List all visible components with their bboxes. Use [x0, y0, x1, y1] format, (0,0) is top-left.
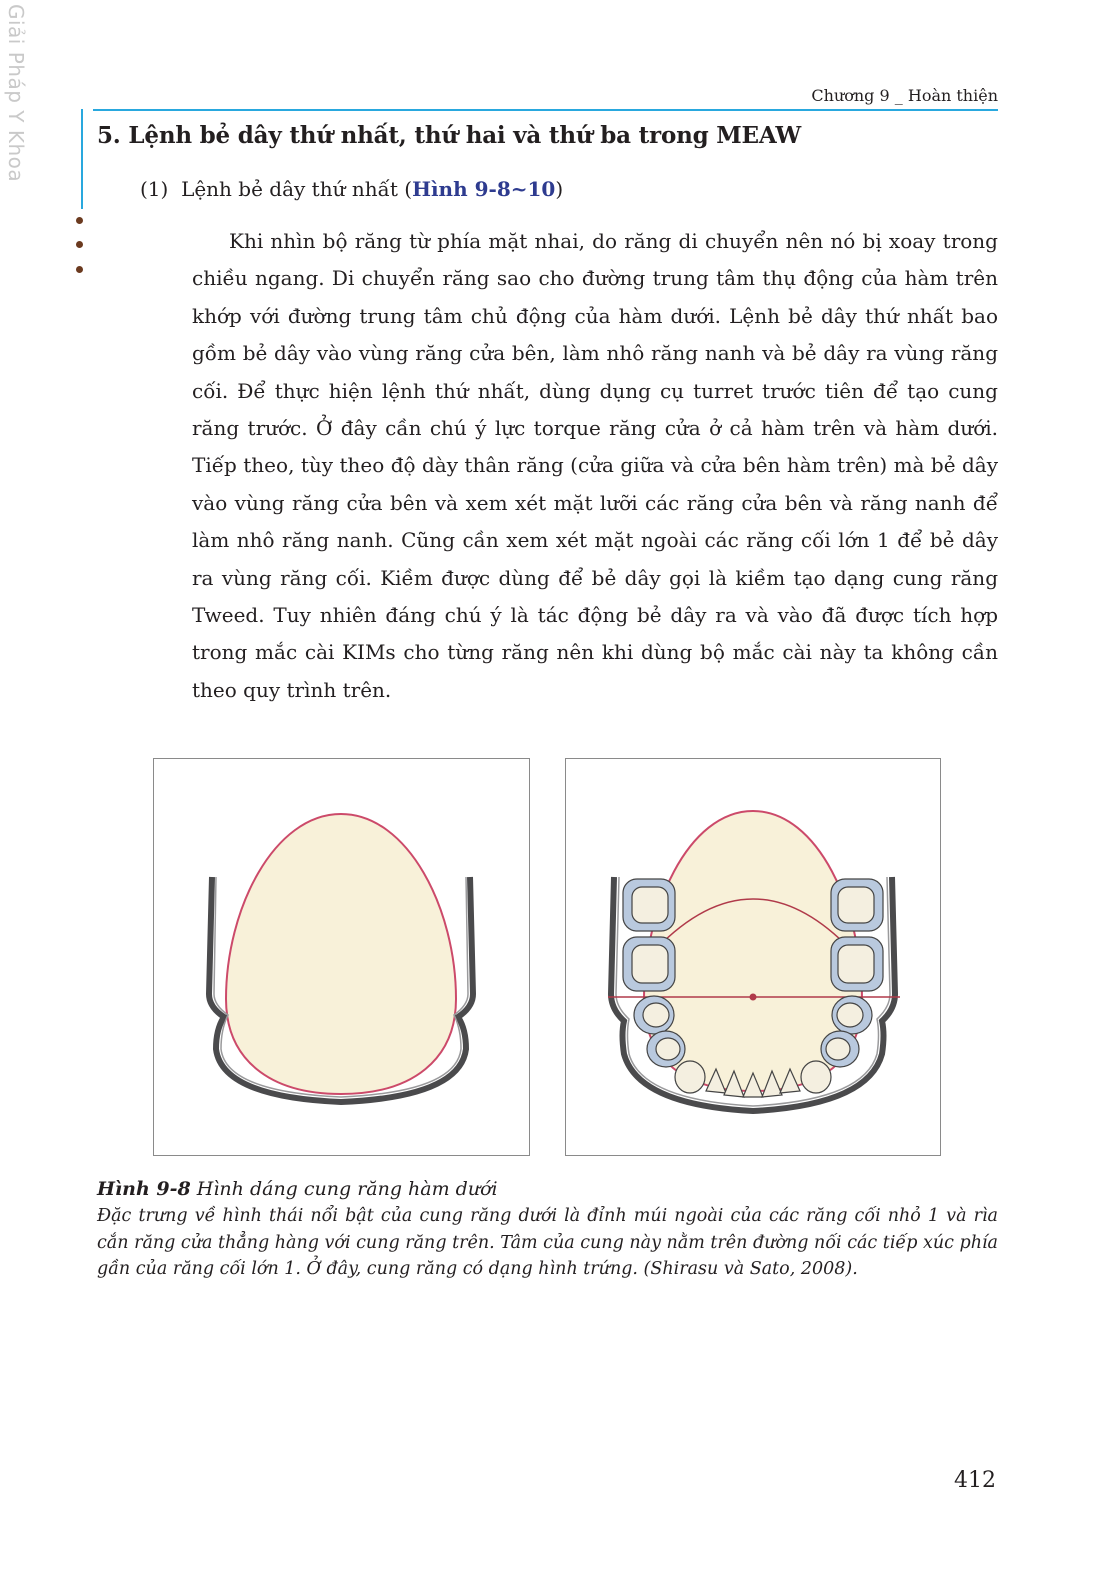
figure-reference-link[interactable]: Hình 9-8~10: [412, 177, 556, 201]
figure-lower-dental-arch: [565, 758, 941, 1156]
arch-outline-illustration: [154, 759, 529, 1155]
subsection-close: ): [555, 177, 564, 201]
section-title: 5. Lệnh bẻ dây thứ nhất, thứ hai và thứ ba trong MEAW: [97, 122, 802, 149]
subsection-heading: [140, 177, 563, 201]
figure-description: Đặc trưng về hình thái nổi bật của cung răng dưới là đỉnh múi ngoài của các răng cối nhỏ 1 và rìa cắn răng cửa thẳng hàng với cung răng trên. Tâm của cung này nằm trên đường nối các tiếp xúc phía gần của răng cối lớn 1. Ở đây, cung răng có dạng hình trứng. (Shirasu và Sato, 2008).: [97, 1206, 998, 1279]
body-paragraph: Khi nhìn bộ răng từ phía mặt nhai, do răng di chuyển nên nó bị xoay trong chiều ngang. Di chuyển răng sao cho đường trung tâm thụ động của hàm trên khớp với đường trung tâm chủ động của hàm dưới. Lệnh bẻ dây thứ nhất bao gồm bẻ dây vào vùng răng cửa bên, làm nhô răng nanh và bẻ dây ra vùng răng cối. Để thực hiện lệnh thứ nhất, dùng dụng cụ turret trước tiên để tạo cung răng trước. Ở đây cần chú ý lực torque răng cửa ở cả hàm trên và hàm dưới. Tiếp theo, tùy theo độ dày thân răng (cửa giữa và cửa bên hàm trên) mà bẻ dây vào vùng răng cửa bên và xem xét mặt lưỡi các răng cửa bên và răng nanh để làm nhô răng nanh. Cũng cần xem xét mặt ngoài các răng cối lớn 1 để bẻ dây ra vùng răng cối. Kiềm được dùng để bẻ dây gọi là kiềm tạo dạng cung răng Tweed. Tuy nhiên đáng chú ý là tác động bẻ dây ra và vào đã được tích hợp trong mắc cài KIMs cho từng răng nên khi dùng bộ mắc cài này ta không cần theo quy trình trên.: [192, 229, 998, 702]
figure-label: Hình 9-8: [97, 1178, 191, 1200]
header-rule: [93, 109, 998, 111]
subsection-number: (1): [140, 177, 169, 201]
bullet-dot-icon: [76, 241, 83, 248]
watermark-text: Giải Pháp Y Khoa: [4, 4, 28, 183]
bullet-dot-icon: [76, 217, 83, 224]
page-number: 412: [954, 1468, 996, 1493]
figure-title: Hình dáng cung răng hàm dưới: [190, 1178, 498, 1200]
figure-arch-outline: [153, 758, 530, 1156]
arch-center-point: [750, 994, 757, 1001]
caption-title-line: [97, 1175, 998, 1203]
egg-shape: [226, 814, 456, 1094]
header-rule-vertical: [81, 109, 83, 209]
chapter-header: Chương 9 _ Hoàn thiện: [811, 86, 998, 105]
bullet-dot-icon: [76, 266, 83, 273]
figure-caption: [97, 1175, 998, 1283]
dental-arch-illustration: [566, 759, 940, 1155]
subsection-label: Lệnh bẻ dây thứ nhất (: [181, 177, 413, 201]
